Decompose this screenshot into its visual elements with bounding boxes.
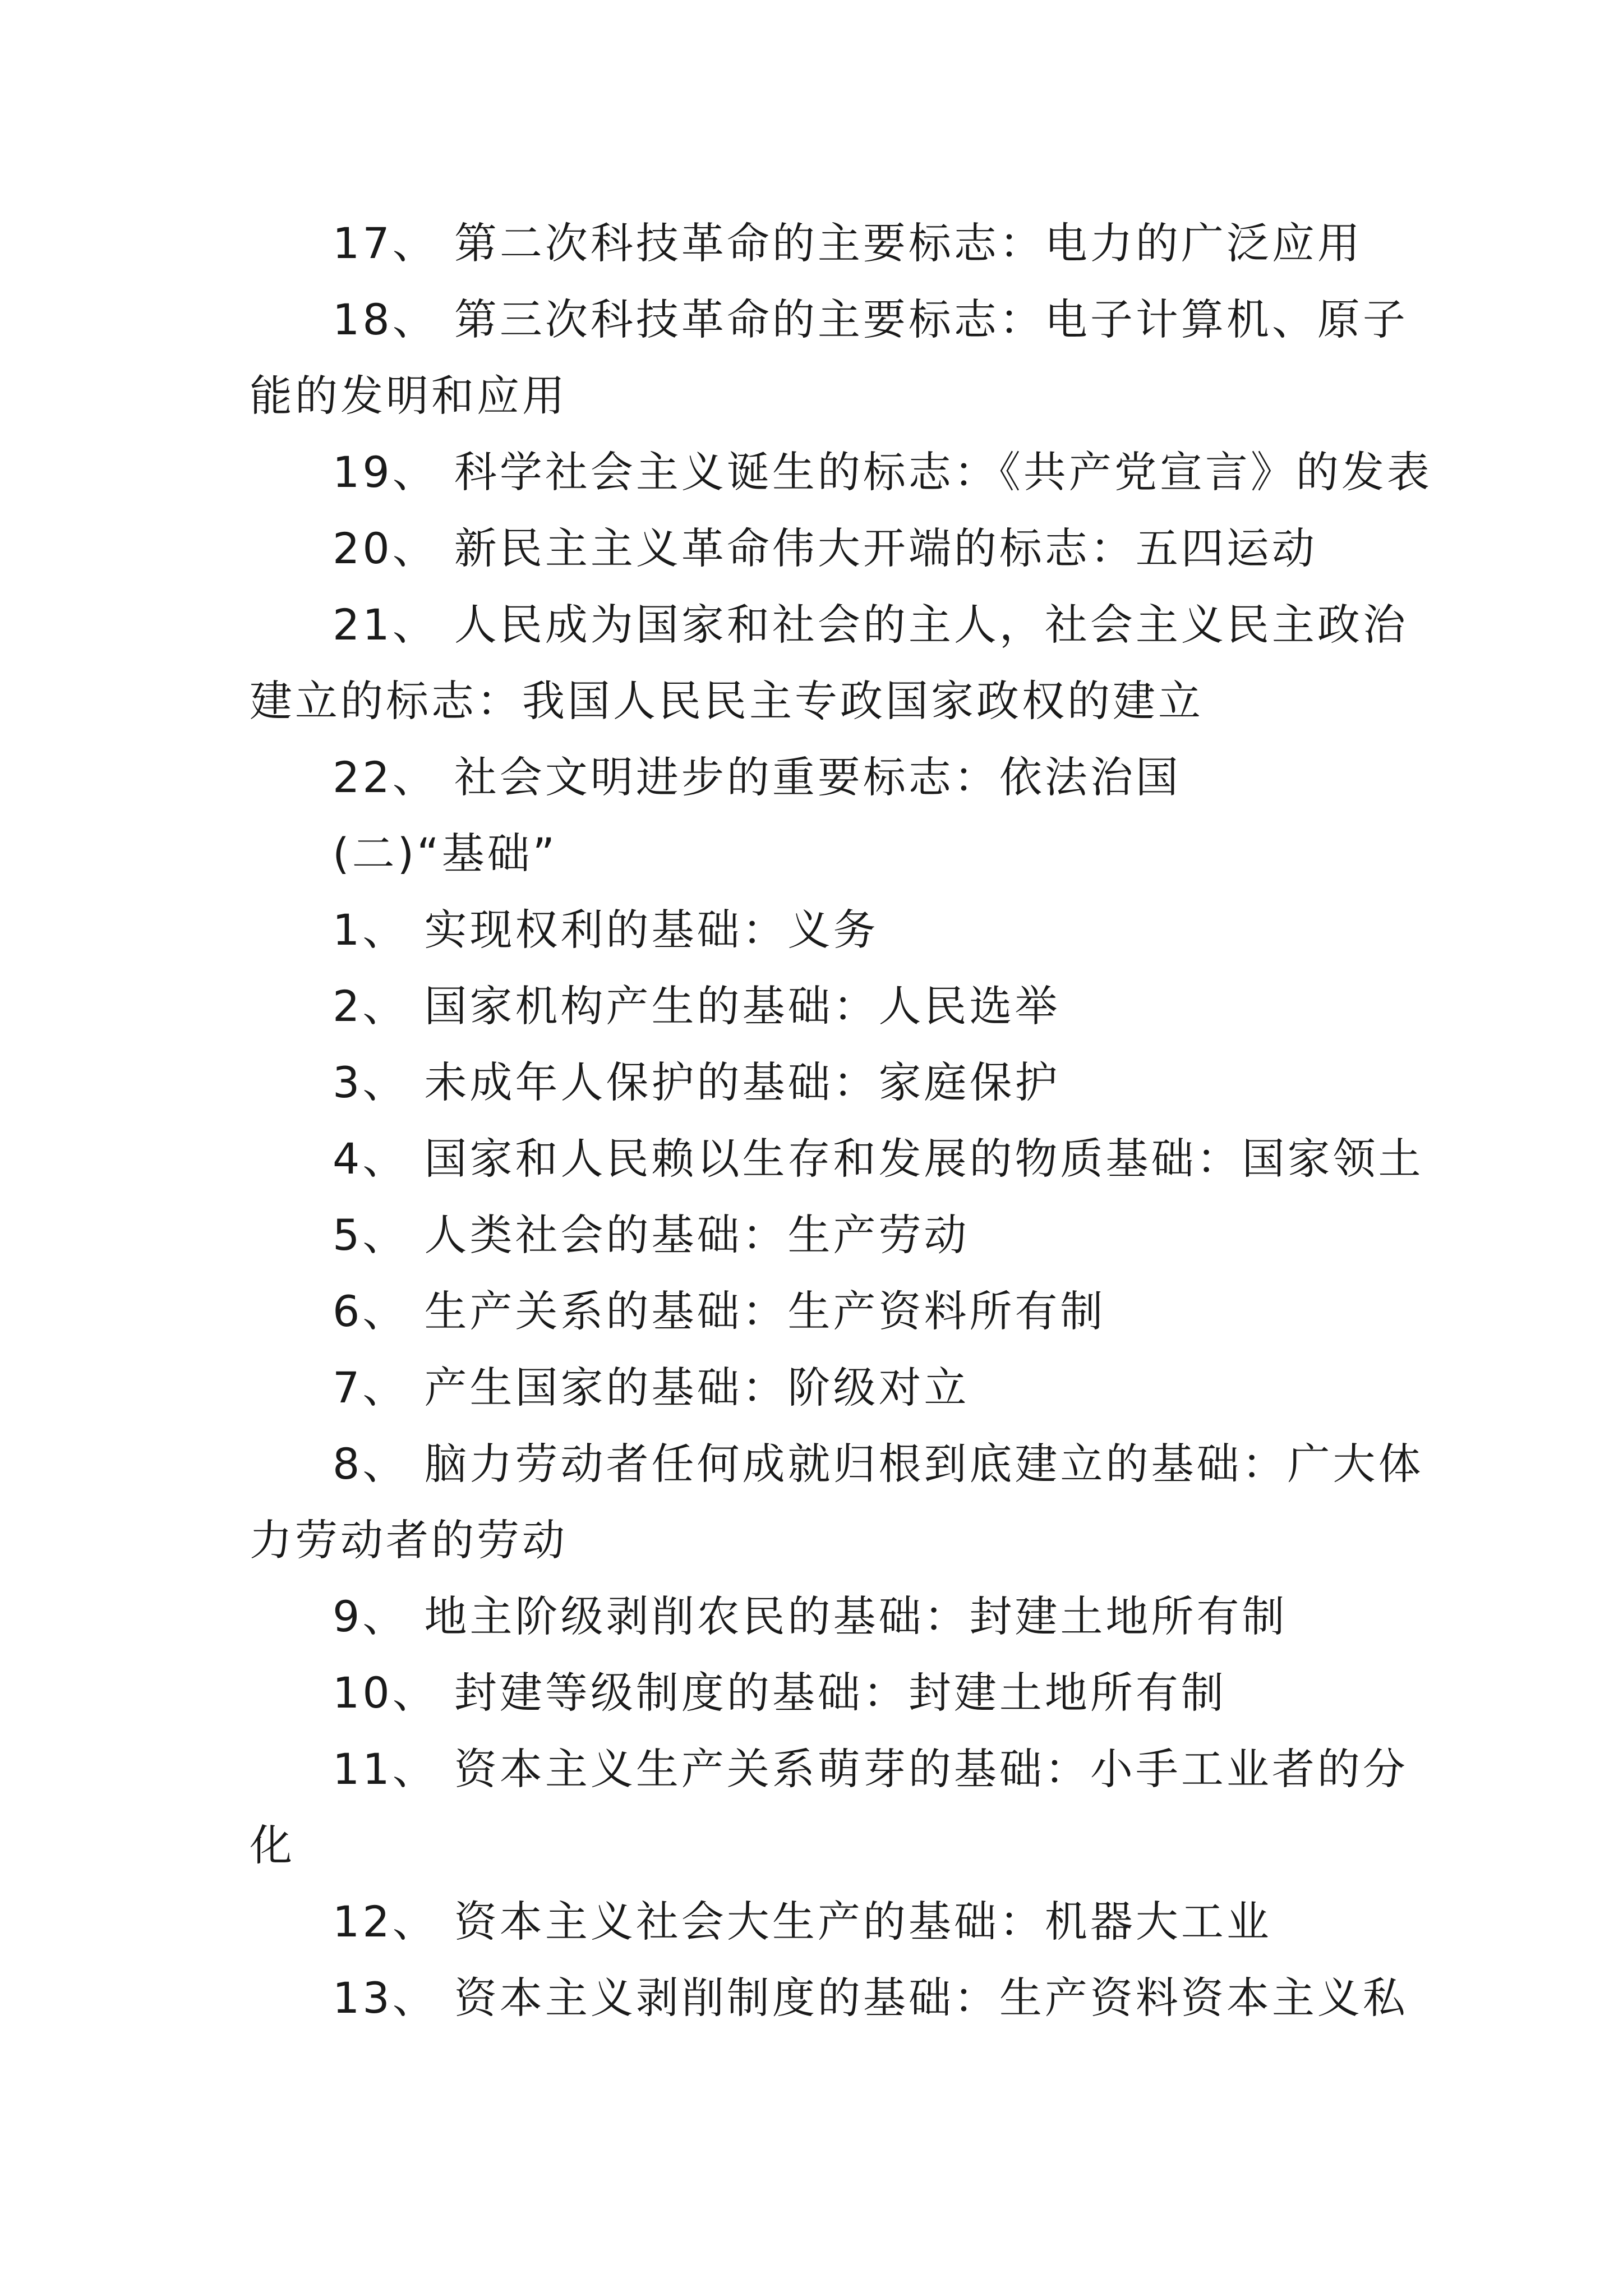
text-line: 11、 资本主义生产关系萌芽的基础：小手工业者的分 xyxy=(333,1744,1408,1794)
text-line: 建立的标志：我国人民民主专政国家政权的建立 xyxy=(250,676,1204,726)
section-heading: (二)“基础” xyxy=(333,829,558,878)
text-line: 21、 人民成为国家和社会的主人，社会主义民主政治 xyxy=(333,600,1408,650)
text-line: 3、 未成年人保护的基础：家庭保护 xyxy=(333,1057,1061,1107)
text-line: 化 xyxy=(250,1820,295,1870)
text-line: 7、 产生国家的基础：阶级对立 xyxy=(333,1363,970,1412)
text-line: 17、 第二次科技革命的主要标志：电力的广泛应用 xyxy=(333,218,1363,268)
text-line: 力劳动者的劳动 xyxy=(250,1515,568,1565)
text-line: 2、 国家机构产生的基础：人民选举 xyxy=(333,981,1061,1031)
text-line: 6、 生产关系的基础：生产资料所有制 xyxy=(333,1286,1106,1336)
text-line: 能的发明和应用 xyxy=(250,371,568,421)
text-line: 4、 国家和人民赖以生存和发展的物质基础：国家领土 xyxy=(333,1134,1424,1184)
text-line: 12、 资本主义社会大生产的基础：机器大工业 xyxy=(333,1897,1272,1947)
text-line: 22、 社会文明进步的重要标志：依法治国 xyxy=(333,752,1181,802)
text-line: 5、 人类社会的基础：生产劳动 xyxy=(333,1210,970,1260)
text-line: 1、 实现权利的基础：义务 xyxy=(333,905,879,955)
text-line: 10、 封建等级制度的基础：封建土地所有制 xyxy=(333,1668,1227,1718)
text-line: 9、 地主阶级剥削农民的基础：封建土地所有制 xyxy=(333,1591,1288,1641)
text-line: 8、 脑力劳动者任何成就归根到底建立的基础：广大体 xyxy=(333,1439,1424,1489)
text-line: 18、 第三次科技革命的主要标志：电子计算机、原子 xyxy=(333,295,1408,344)
text-line: 20、 新民主主义革命伟大开端的标志：五四运动 xyxy=(333,523,1317,573)
text-line: 19、 科学社会主义诞生的标志：《共产党宣言》的发表 xyxy=(333,447,1432,497)
document-body xyxy=(250,205,1432,2036)
text-line: 13、 资本主义剥削制度的基础：生产资料资本主义私 xyxy=(333,1973,1408,2023)
